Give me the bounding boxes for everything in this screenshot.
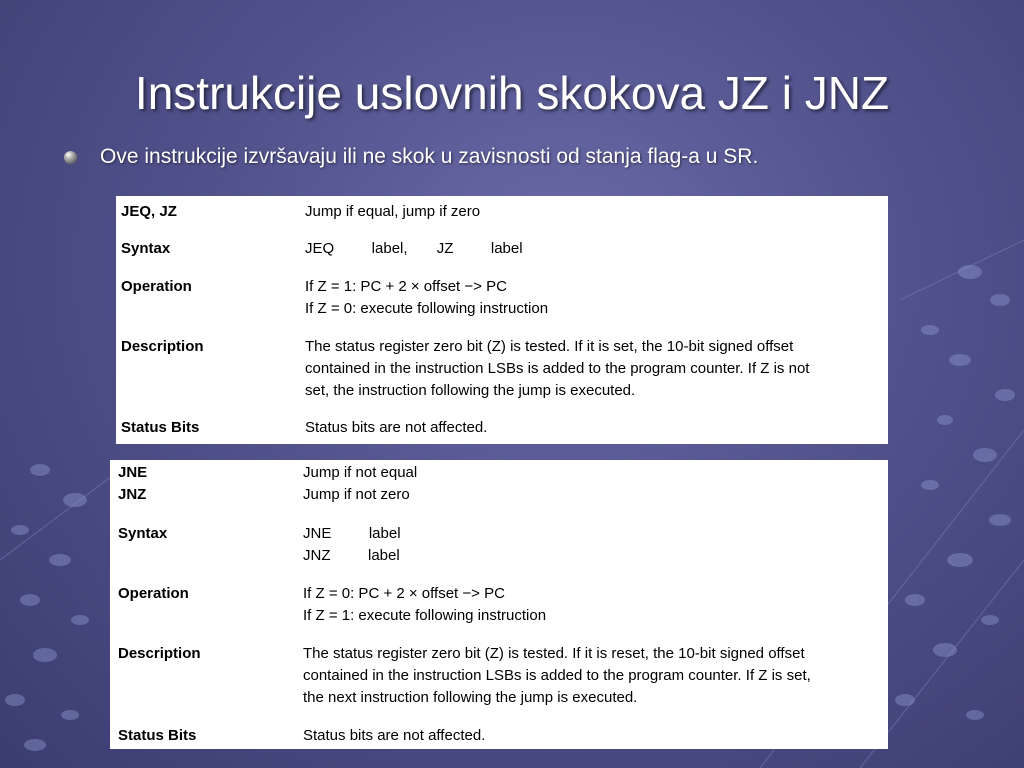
name-value-line: Jump if not equal (303, 464, 418, 481)
operation-line: If Z = 1: PC + 2 × offset −> PC (305, 278, 507, 295)
operation-line: If Z = 1: execute following instruction (303, 607, 547, 624)
row-label: Operation (118, 585, 189, 602)
description-line: the next instruction following the jump is executed. (303, 689, 638, 706)
row-label: Syntax (118, 525, 168, 542)
row-value: Status bits are not affected. (303, 727, 486, 744)
description-line: set, the instruction following the jump is executed. (305, 382, 636, 399)
bullet-text: Ove instrukcije izvršavaju ili ne skok u zavisnosti od stanja flag-a u SR. (100, 145, 759, 168)
name-value-line: Jump if not zero (303, 486, 410, 503)
name-line: JNZ (118, 486, 147, 503)
name-line: JNE (118, 464, 148, 481)
row-value: Status bits are not affected. (305, 419, 488, 436)
instruction-table-jnz (110, 460, 888, 749)
row-label: Status Bits (121, 419, 200, 436)
row-label: Description (118, 645, 201, 662)
instruction-table-jz (116, 196, 888, 444)
row-value (303, 462, 883, 506)
row-value (305, 276, 883, 320)
slide-title: Instrukcije uslovnih skokova JZ i JNZ (134, 67, 890, 119)
syntax-line: JNZ label (303, 547, 400, 564)
row-value (303, 643, 883, 709)
bullet-item (64, 145, 964, 169)
description-line: contained in the instruction LSBs is added to the program counter. If Z is set, (303, 667, 811, 684)
syntax-line: JNE label (303, 525, 401, 542)
row-label: JEQ, JZ (121, 203, 177, 220)
row-value (303, 583, 883, 627)
description-line: The status register zero bit (Z) is tested. If it is reset, the 10-bit signed offset (303, 645, 805, 662)
description-line: contained in the instruction LSBs is added to the program counter. If Z is not (305, 360, 810, 377)
row-value (303, 523, 883, 567)
description-line: The status register zero bit (Z) is tested. If it is set, the 10-bit signed offset (305, 338, 794, 355)
row-label: Syntax (121, 240, 171, 257)
row-label: Status Bits (118, 727, 197, 744)
row-value: Jump if equal, jump if zero (305, 203, 481, 220)
row-label: Operation (121, 278, 192, 295)
bullet-sphere-icon (64, 151, 77, 164)
row-value: JEQ label, JZ label (305, 240, 523, 257)
row-value (305, 336, 883, 402)
operation-line: If Z = 0: PC + 2 × offset −> PC (303, 585, 505, 602)
row-label: Description (121, 338, 204, 355)
row-label (118, 462, 147, 506)
operation-line: If Z = 0: execute following instruction (305, 300, 549, 317)
